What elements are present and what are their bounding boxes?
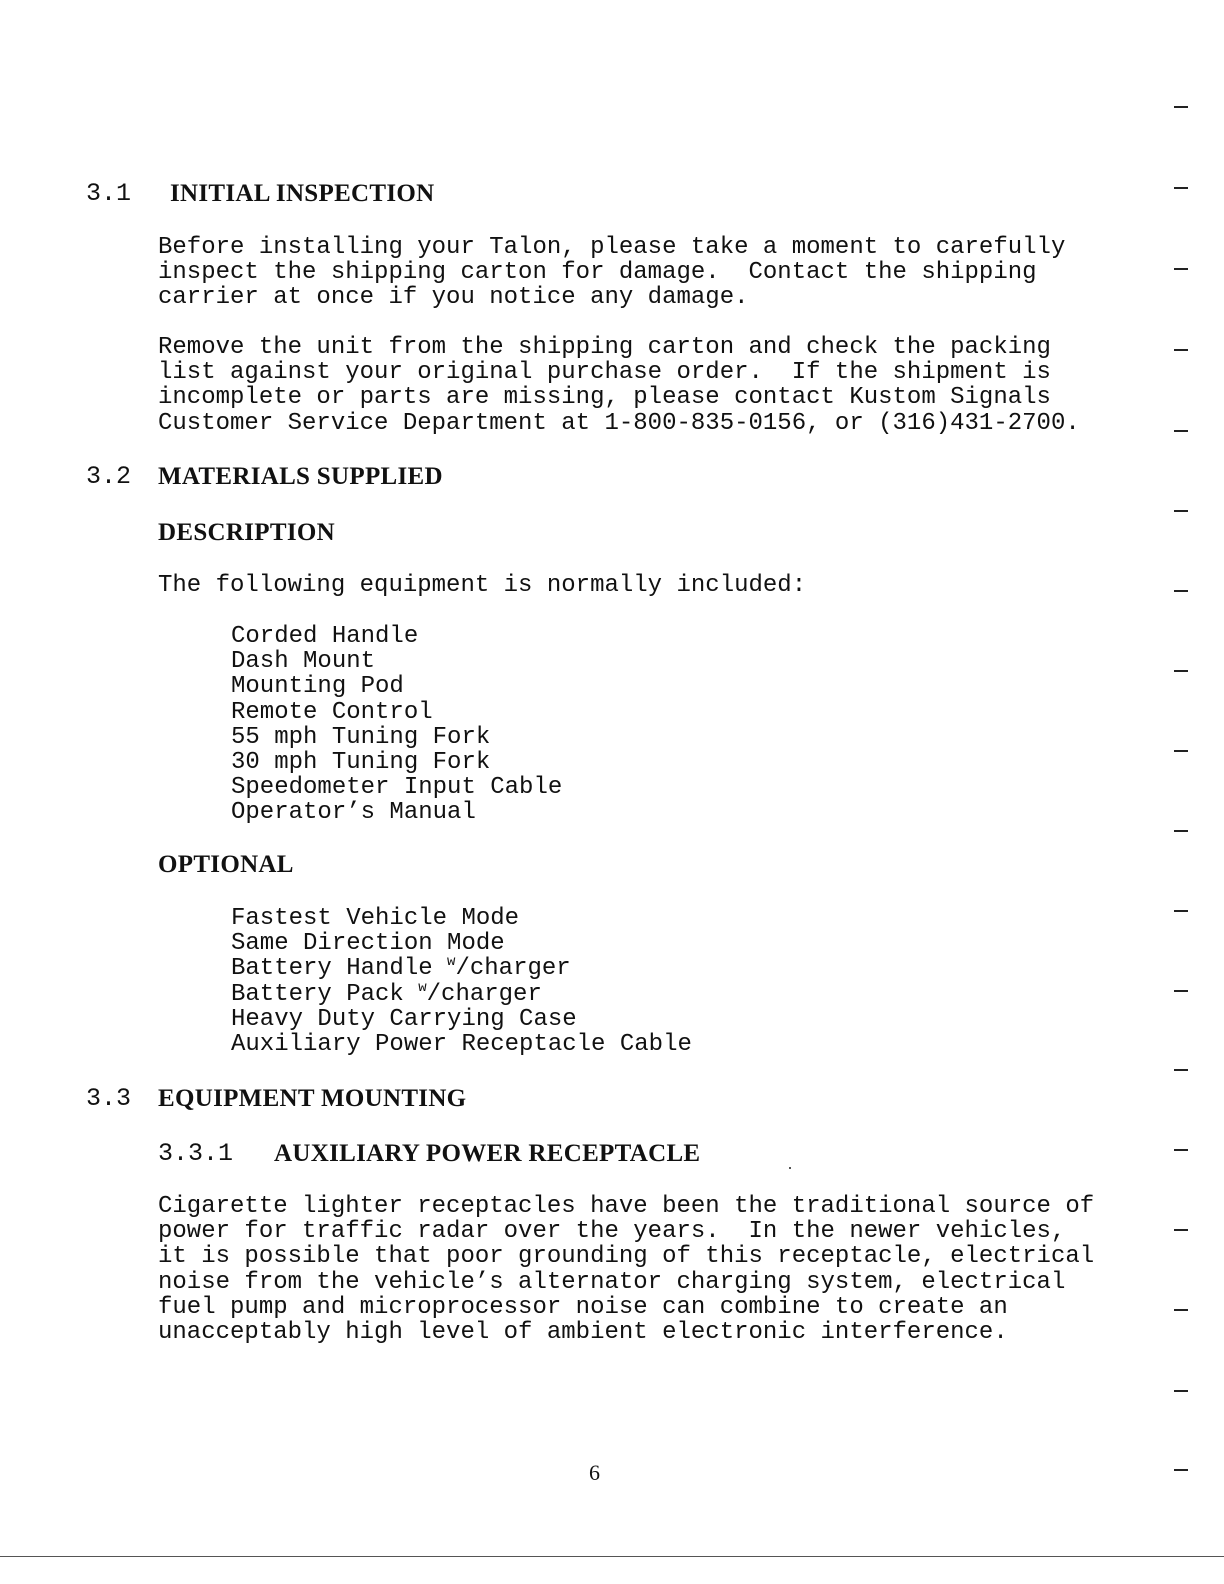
text-line: Customer Service Department at 1-800-835-0156, or (316)431-2700. [158, 409, 1080, 437]
materials-intro [158, 573, 806, 598]
item-text: Battery Pack [231, 980, 419, 1008]
optional-items-list [231, 906, 692, 1057]
list-item: Corded Handle [231, 623, 419, 650]
list-item [231, 956, 692, 981]
margin-tick [1174, 830, 1188, 832]
margin-tick [1174, 268, 1188, 270]
margin-tick [1174, 1229, 1188, 1231]
section-3-2-title: MATERIALS SUPPLIED [158, 463, 443, 490]
text-line: it is possible that poor grounding of this receptacle, electrical [158, 1243, 1095, 1271]
list-item: Operator’s Manual [231, 799, 476, 827]
description-heading: DESCRIPTION [158, 519, 335, 546]
margin-tick [1174, 1390, 1188, 1392]
subsection-3-3-1-number: 3.3.1 [158, 1139, 234, 1168]
bottom-scan-edge [0, 1556, 1224, 1557]
list-item: Mounting Pod [231, 673, 404, 701]
text-line: Before installing your Talon, please take a moment to carefully [158, 234, 1066, 261]
item-text: /charger [455, 955, 571, 983]
section-3-3-title: EQUIPMENT MOUNTING [158, 1085, 467, 1112]
list-item: Fastest Vehicle Mode [231, 905, 520, 932]
margin-tick [1174, 1069, 1188, 1071]
list-item: Dash Mount [231, 648, 376, 676]
subsection-3-3-1-title: AUXILIARY POWER RECEPTACLE [274, 1140, 701, 1167]
text-line: unacceptably high level of ambient electronic interference. [158, 1319, 1008, 1347]
superscript-w: w [418, 979, 427, 996]
superscript-w: w [447, 954, 456, 971]
section-3-3-1-paragraph [158, 1194, 1094, 1345]
section-3-1-paragraph-2 [158, 335, 1080, 436]
margin-tick [1174, 510, 1188, 512]
list-item: Same Direction Mode [231, 930, 505, 958]
optional-heading: OPTIONAL [158, 851, 294, 878]
scan-speck [789, 1167, 791, 1169]
text-line: incomplete or parts are missing, please contact Kustom Signals [158, 384, 1051, 412]
text-line: list against your original purchase order. If the shipment is [158, 359, 1051, 387]
list-item: Remote Control [231, 698, 433, 726]
margin-tick [1174, 1469, 1188, 1471]
section-3-3-number: 3.3 [86, 1084, 132, 1113]
list-item: Heavy Duty Carrying Case [231, 1005, 577, 1033]
margin-tick [1174, 670, 1188, 672]
list-item [231, 979, 692, 1008]
margin-tick [1174, 106, 1188, 108]
page-number: 6 [589, 1460, 600, 1485]
margin-tick [1174, 590, 1188, 592]
item-text: /charger [426, 980, 542, 1008]
margin-tick [1174, 750, 1188, 752]
text-line: carrier at once if you notice any damage. [158, 284, 749, 312]
text-line: inspect the shipping carton for damage. Contact the shipping [158, 259, 1037, 287]
margin-tick [1174, 990, 1188, 992]
list-item: 55 mph Tuning Fork [231, 723, 491, 751]
text-line: Remove the unit from the shipping carton and check the packing [158, 334, 1051, 361]
text-line: The following equipment is normally included: [158, 572, 807, 599]
text-line: Cigarette lighter receptacles have been the traditional source of [158, 1193, 1095, 1220]
margin-tick [1174, 349, 1188, 351]
margin-tick [1174, 430, 1188, 432]
margin-tick [1174, 1149, 1188, 1151]
section-3-1-number: 3.1 [86, 179, 132, 208]
supplied-items-list [231, 624, 562, 826]
list-item: Speedometer Input Cable [231, 774, 563, 802]
margin-tick [1174, 1309, 1188, 1311]
section-3-2-number: 3.2 [86, 462, 132, 491]
margin-tick [1174, 910, 1188, 912]
text-line: power for traffic radar over the years. In the newer vehicles, [158, 1218, 1066, 1246]
text-line: fuel pump and microprocessor noise can combine to create an [158, 1293, 1008, 1321]
section-3-1-paragraph-1 [158, 235, 1065, 311]
text-line: noise from the vehicle’s alternator charging system, electrical [158, 1268, 1066, 1296]
margin-tick [1174, 187, 1188, 189]
item-text: Battery Handle [231, 955, 448, 983]
section-3-1-title: INITIAL INSPECTION [170, 180, 435, 207]
list-item: Auxiliary Power Receptacle Cable [231, 1031, 692, 1059]
list-item: 30 mph Tuning Fork [231, 749, 491, 777]
